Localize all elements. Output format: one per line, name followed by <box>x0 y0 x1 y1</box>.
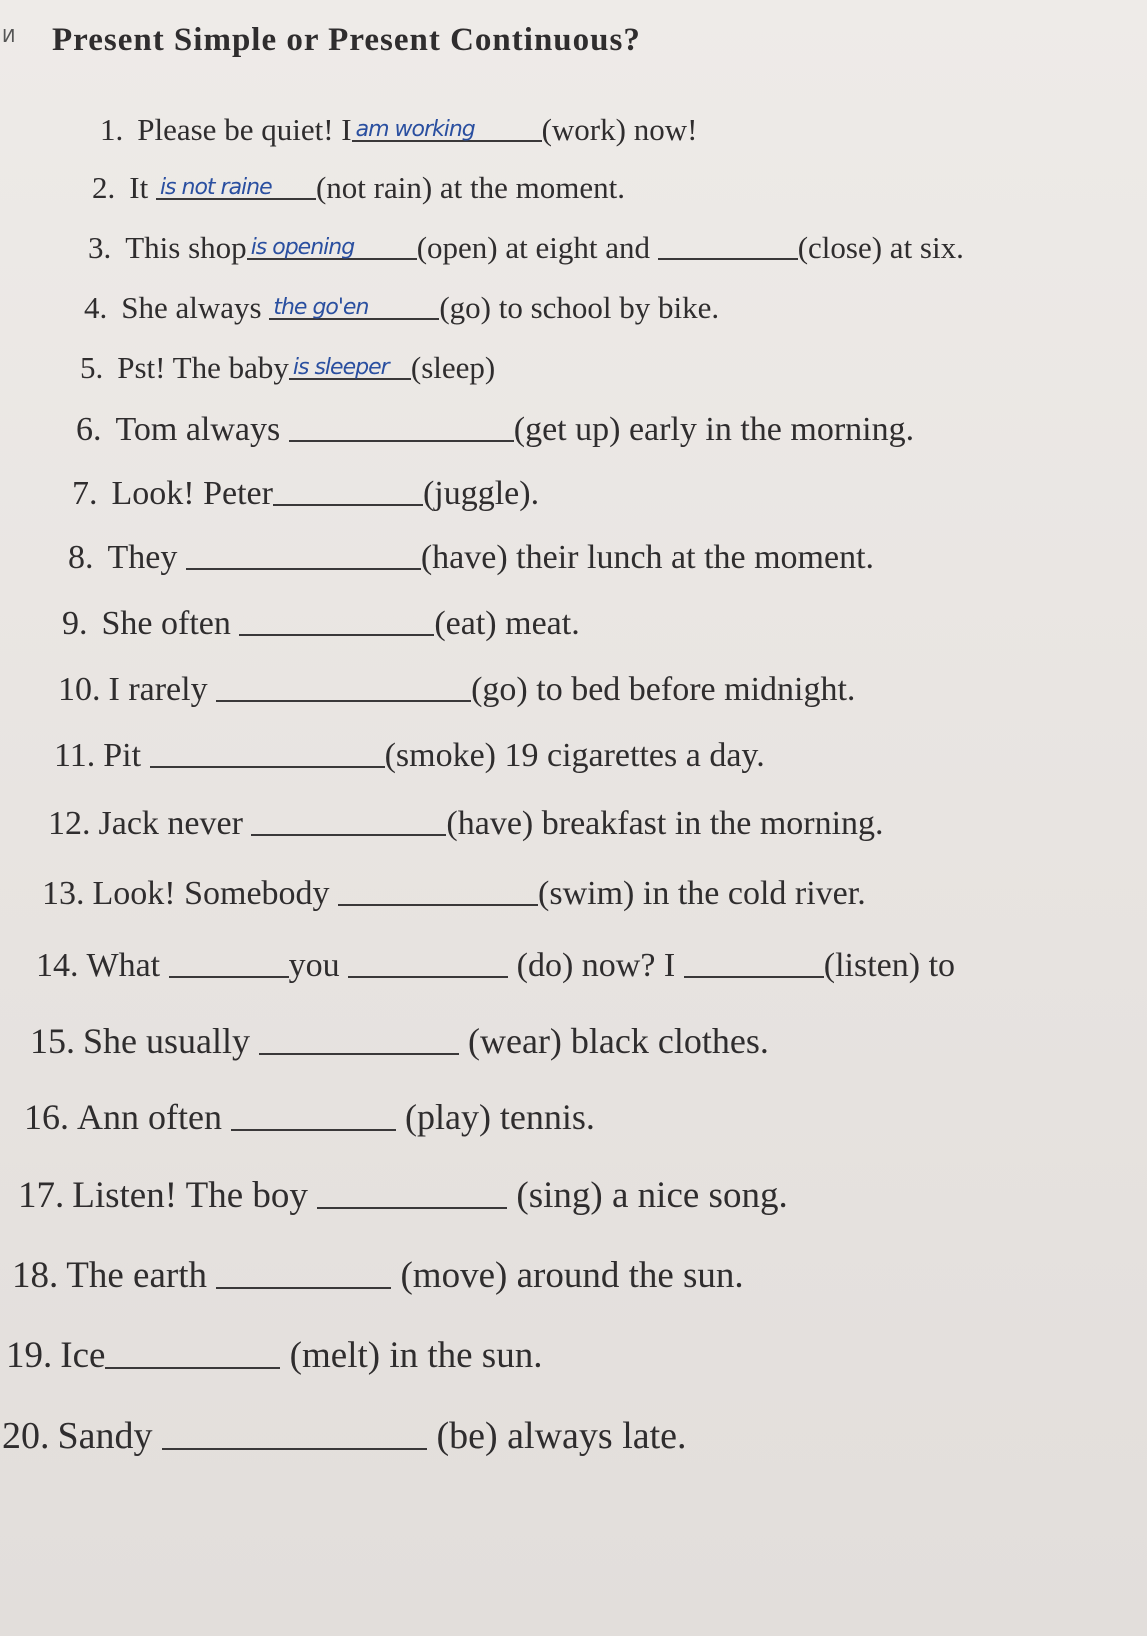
answer-blank[interactable] <box>216 1257 391 1289</box>
item-hint: (swim) in the cold river. <box>538 875 866 912</box>
item-number: 8. <box>68 539 94 576</box>
answer-blank[interactable] <box>289 410 514 442</box>
item-hint: (be) always late. <box>436 1415 687 1457</box>
answer-blank[interactable] <box>273 474 423 506</box>
handwritten-answer: am working <box>355 117 475 142</box>
item-number: 7. <box>72 475 98 512</box>
item-hint-2: (close) at six. <box>797 230 964 265</box>
handwritten-answer: the go'en <box>273 295 369 320</box>
answer-blank[interactable] <box>269 288 439 320</box>
item-hint: (open) at eight and <box>416 230 650 265</box>
exercise-item-5 <box>80 348 495 386</box>
item-prompt: She usually <box>83 1021 250 1061</box>
item-prompt: She always <box>121 290 262 325</box>
item-hint: (go) to school by bike. <box>439 290 720 325</box>
answer-blank[interactable] <box>239 604 434 636</box>
exercise-item-15 <box>30 1020 769 1062</box>
answer-blank[interactable] <box>317 1177 507 1209</box>
item-hint: (smoke) 19 cigarettes a day. <box>384 737 765 774</box>
item-hint: (sing) a nice song. <box>516 1175 788 1216</box>
item-number: 1. <box>100 112 124 147</box>
item-hint: (work) now! <box>541 112 698 147</box>
item-number: 9. <box>62 605 88 642</box>
item-prompt: Listen! The boy <box>72 1175 308 1216</box>
exercise-item-17 <box>18 1174 788 1217</box>
item-prompt: I rarely <box>108 671 208 708</box>
answer-blank[interactable] <box>186 538 421 570</box>
item-number: 10. <box>58 671 101 708</box>
exercise-item-12 <box>48 804 884 843</box>
exercise-item-3 <box>88 228 964 266</box>
item-prompt: Sandy <box>57 1415 153 1457</box>
item-hint: (get up) early in the morning. <box>513 411 915 448</box>
item-hint: (play) tennis. <box>404 1097 595 1137</box>
exercise-item-10 <box>58 670 855 709</box>
answer-blank[interactable] <box>231 1099 396 1131</box>
item-number: 20. <box>2 1415 50 1457</box>
item-number: 14. <box>36 947 79 984</box>
exercise-item-8 <box>68 538 874 577</box>
item-prompt: Tom always <box>115 411 281 448</box>
item-hint: (move) around the sun. <box>400 1255 744 1296</box>
item-number: 16. <box>24 1097 69 1137</box>
exercise-item-13 <box>42 874 866 913</box>
item-number: 11. <box>54 737 96 774</box>
item-hint: (wear) black clothes. <box>468 1021 769 1061</box>
exercise-item-11 <box>54 736 765 775</box>
item-prompt: Ice <box>60 1335 106 1376</box>
item-prompt: Ann often <box>77 1097 222 1137</box>
item-prompt: Look! Somebody <box>92 875 330 912</box>
exercise-item-20 <box>2 1414 687 1458</box>
answer-blank[interactable] <box>289 348 411 380</box>
item-prompt: Please be quiet! I <box>137 112 352 147</box>
item-prompt: Look! Peter <box>111 475 273 512</box>
answer-blank-3[interactable] <box>684 946 824 978</box>
answer-blank[interactable] <box>162 1418 427 1450</box>
answer-blank[interactable] <box>169 946 289 978</box>
item-hint: (melt) in the sun. <box>289 1335 543 1376</box>
exercise-item-6 <box>76 410 914 449</box>
exercise-item-19 <box>6 1334 542 1377</box>
item-number: 12. <box>48 805 91 842</box>
item-hint-2: (listen) to <box>823 947 956 984</box>
worksheet-title: Present Simple or Present Continuous? <box>52 22 641 58</box>
exercise-item-2 <box>92 168 625 206</box>
item-prompt: What <box>86 947 161 984</box>
exercise-item-7 <box>72 474 539 513</box>
answer-blank[interactable] <box>259 1023 459 1055</box>
exercise-item-16 <box>24 1096 595 1138</box>
handwritten-answer: is not raine <box>159 175 272 200</box>
answer-blank-2[interactable] <box>348 946 508 978</box>
handwritten-answer: is sleeper <box>292 355 389 380</box>
exercise-item-1 <box>100 110 697 148</box>
item-hint: (do) now? I <box>516 947 676 984</box>
item-number: 15. <box>30 1021 75 1061</box>
item-number: 19. <box>6 1335 53 1376</box>
item-number: 5. <box>80 350 104 385</box>
item-prompt: She often <box>101 605 231 642</box>
item-prompt: Pst! The baby <box>117 350 289 385</box>
answer-blank[interactable] <box>251 804 446 836</box>
item-prompt: They <box>107 539 178 576</box>
answer-blank[interactable] <box>156 168 316 200</box>
item-prompt: It <box>129 170 149 205</box>
answer-blank[interactable] <box>105 1337 280 1369</box>
item-prompt: Pit <box>103 737 142 774</box>
item-number: 2. <box>92 170 116 205</box>
item-hint: (not rain) at the moment. <box>315 170 625 205</box>
item-hint: (eat) meat. <box>434 605 580 642</box>
item-prompt: This shop <box>125 230 247 265</box>
answer-blank[interactable] <box>150 736 385 768</box>
answer-blank[interactable] <box>338 874 538 906</box>
item-prompt-mid: you <box>288 947 340 984</box>
item-number: 4. <box>84 290 108 325</box>
answer-blank-2[interactable] <box>658 228 798 260</box>
answer-blank[interactable] <box>352 110 542 142</box>
item-hint: (have) their lunch at the moment. <box>420 539 875 576</box>
handwritten-answer: is opening <box>250 235 355 260</box>
item-prompt: Jack never <box>98 805 243 842</box>
item-hint: (sleep) <box>410 350 496 385</box>
margin-mark: И <box>2 26 16 47</box>
answer-blank[interactable] <box>247 228 417 260</box>
exercise-item-14 <box>36 946 955 985</box>
exercise-item-9 <box>62 604 580 643</box>
item-number: 6. <box>76 411 102 448</box>
item-hint: (juggle). <box>422 475 540 512</box>
item-hint: (go) to bed before midnight. <box>471 671 856 708</box>
answer-blank[interactable] <box>216 670 471 702</box>
item-prompt: The earth <box>66 1255 207 1296</box>
item-number: 18. <box>12 1255 59 1296</box>
item-number: 3. <box>88 230 112 265</box>
item-hint: (have) breakfast in the morning. <box>446 805 884 842</box>
item-number: 17. <box>18 1175 65 1216</box>
exercise-item-18 <box>12 1254 744 1297</box>
item-number: 13. <box>42 875 85 912</box>
exercise-item-4 <box>84 288 719 326</box>
